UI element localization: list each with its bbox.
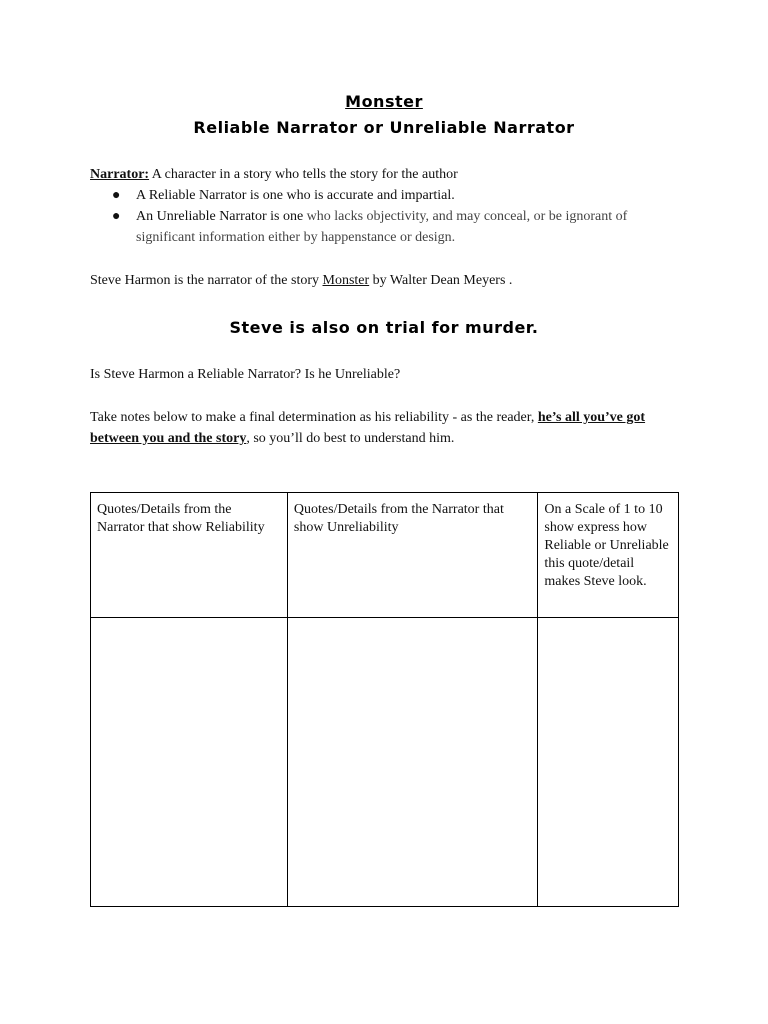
cell-scale-notes[interactable] xyxy=(538,618,679,907)
page-title: Monster xyxy=(345,92,423,111)
bullet-text: An Unreliable Narrator is one xyxy=(136,209,304,224)
list-item xyxy=(90,206,680,248)
narrator-definition xyxy=(90,164,680,185)
book-title: Monster xyxy=(322,273,370,288)
definition-bullets xyxy=(90,185,680,248)
narrator-line xyxy=(90,270,680,291)
instructions-before: Take notes below to make a final determination as his reliability - as the reader, xyxy=(90,410,538,425)
instructions-after: , so you’ll do best to understand him. xyxy=(246,431,455,446)
instructions-emphasis: he’s all you’ve got between you and the story xyxy=(90,410,646,446)
definition-term: Narrator: xyxy=(90,167,150,182)
header-reliability: Quotes/Details from the Narrator that show Reliability xyxy=(91,493,288,618)
definition-text: A character in a story who tells the story for the author xyxy=(149,167,458,182)
bullet-icon: ● xyxy=(112,188,121,203)
cell-unreliability-notes[interactable] xyxy=(287,618,537,907)
narrator-line-before: Steve Harmon is the narrator of the story xyxy=(90,273,323,288)
question-line: Is Steve Harmon a Reliable Narrator? Is he Unreliable? xyxy=(90,367,401,382)
header-scale: On a Scale of 1 to 10 show express how Reliable or Unreliable this quote/detail makes Steve look. xyxy=(538,493,679,618)
bullet-text: A Reliable Narrator is one who is accurate and impartial. xyxy=(136,188,455,203)
list-item xyxy=(90,185,680,206)
header-unreliability: Quotes/Details from the Narrator that show Unreliability xyxy=(287,493,537,618)
instructions xyxy=(90,407,680,449)
trial-headline: Steve is also on trial for murder. xyxy=(229,318,539,337)
table-row xyxy=(91,618,679,907)
page-subtitle: Reliable Narrator or Unreliable Narrator xyxy=(193,118,575,137)
narrator-line-after: by Walter Dean Meyers . xyxy=(369,273,513,288)
cell-reliability-notes[interactable] xyxy=(91,618,288,907)
bullet-icon: ● xyxy=(112,209,121,224)
table-header-row xyxy=(91,493,679,618)
bullet-text-tail: who lacks objectivity, and may conceal, or be ignorant of significant information either by happenstance or design. xyxy=(136,209,628,245)
notes-table xyxy=(90,492,679,907)
